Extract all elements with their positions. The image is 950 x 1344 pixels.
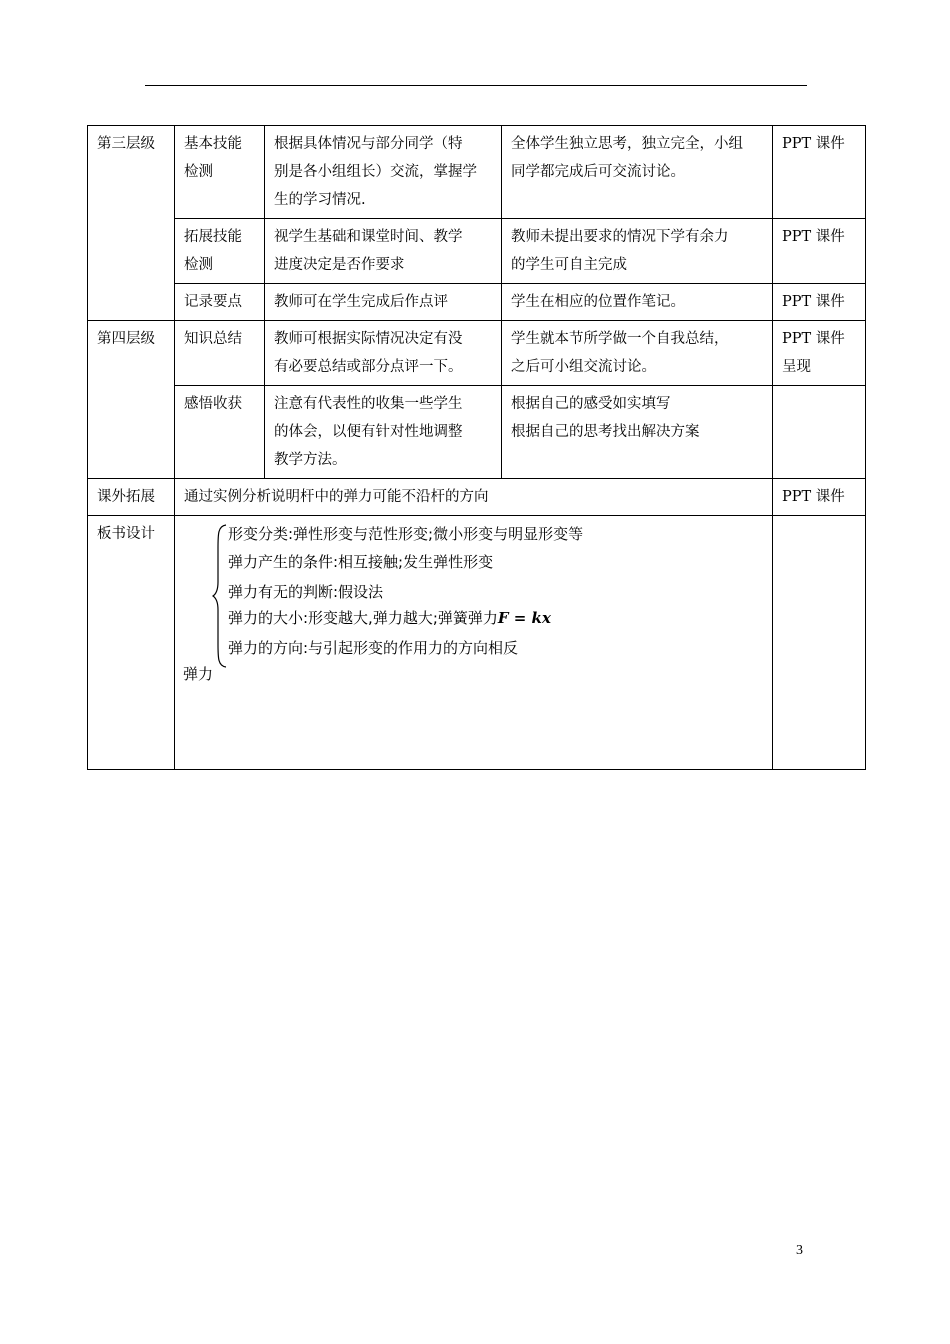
student-cell: 全体学生独立思考，独立完全，小组 同学都完成后可交流讨论。 (502, 126, 773, 219)
teacher-cell: 教师可在学生完成后作点评 (265, 284, 502, 321)
table-row (88, 126, 866, 219)
board-media (773, 516, 866, 770)
item-cell: 基本技能 检测 (175, 126, 265, 219)
student-cell: 学生在相应的位置作笔记。 (502, 284, 773, 321)
board-line-judgement: 弹力有无的判断:假设法 (228, 583, 384, 601)
lesson-plan-table (87, 125, 866, 770)
table-row (88, 386, 866, 479)
board-label: 板书设计 (88, 516, 175, 770)
extension-media: PPT 课件 (773, 479, 866, 516)
media-cell: PPT 课件 (773, 126, 866, 219)
item-cell: 感悟收获 (175, 386, 265, 479)
media-cell: PPT 课件 (773, 284, 866, 321)
extension-label: 课外拓展 (88, 479, 175, 516)
extension-content: 通过实例分析说明杆中的弹力可能不沿杆的方向 (175, 479, 773, 516)
table-row (88, 479, 866, 516)
student-cell: 教师未提出要求的情况下学有余力 的学生可自主完成 (502, 219, 773, 284)
media-cell (773, 386, 866, 479)
table-row (88, 219, 866, 284)
curly-brace-icon (212, 524, 228, 668)
teacher-cell: 视学生基础和课堂时间、教学 进度决定是否作要求 (265, 219, 502, 284)
teacher-cell: 根据具体情况与部分同学（特 别是各小组组长）交流，掌握学 生的学习情况. (265, 126, 502, 219)
item-cell: 拓展技能 检测 (175, 219, 265, 284)
teacher-cell: 注意有代表性的收集一些学生 的体会，以便有针对性地调整 教学方法。 (265, 386, 502, 479)
table-row (88, 516, 866, 770)
header-rule (145, 85, 807, 86)
level4-label: 第四层级 (88, 321, 175, 479)
table-row (88, 284, 866, 321)
board-line-direction: 弹力的方向:与引起形变的作用力的方向相反 (228, 639, 519, 657)
media-cell: PPT 课件 (773, 219, 866, 284)
hooke-formula: F = kx (497, 609, 551, 627)
board-design (175, 516, 773, 770)
student-cell: 学生就本节所学做一个自我总结， 之后可小组交流讨论。 (502, 321, 773, 386)
board-line-magnitude: 弹力的大小:形变越大,弹力越大;弹簧弹力F = kx (228, 609, 551, 627)
board-title: 弹力 (183, 665, 214, 683)
item-cell: 记录要点 (175, 284, 265, 321)
item-cell: 知识总结 (175, 321, 265, 386)
board-line-classification: 形变分类:弹性形变与范性形变;微小形变与明显形变等 (228, 525, 584, 543)
page-number: 3 (796, 1243, 803, 1258)
level3-label: 第三层级 (88, 126, 175, 321)
media-cell: PPT 课件 呈现 (773, 321, 866, 386)
board-line-condition: 弹力产生的条件:相互接触;发生弹性形变 (228, 553, 494, 571)
student-cell: 根据自己的感受如实填写 根据自己的思考找出解决方案 (502, 386, 773, 479)
table-row (88, 321, 866, 386)
teacher-cell: 教师可根据实际情况决定有没 有必要总结或部分点评一下。 (265, 321, 502, 386)
